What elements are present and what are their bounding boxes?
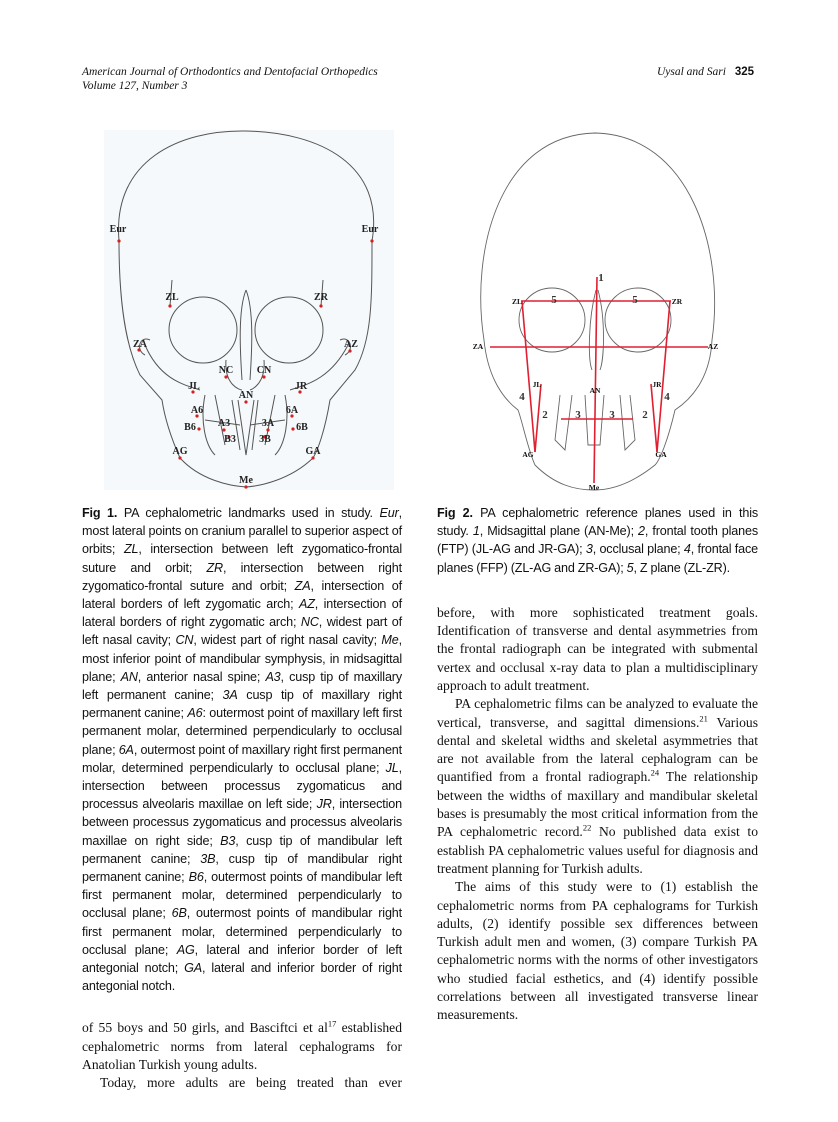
caption-term: 3B [200,851,216,866]
figure-2-reference-planes [468,125,733,495]
caption-definition: , frontal face planes (FFP) (ZL-AG and ZR-GA); [437,542,759,575]
caption-definition: , Midsagittal plane (AN-Me); [479,524,639,539]
landmark-label: GA [655,450,667,459]
caption-definition: , intersection between left zygomatico-frontal suture and orbit; [82,542,402,575]
right-column [437,504,758,1025]
caption-definition: , anterior nasal spine; [137,669,266,684]
plane-1-midsagittal [594,277,597,483]
landmark-label: ZA [472,342,484,351]
caption-term: ZA [294,578,311,593]
caption-definition: , widest part of right nasal cavity; [193,633,382,648]
caption-definition: : outermost point of maxillary left first permanent molar, determined perpendicularly to occlusal plane; [82,706,402,757]
caption-term: 1 [472,524,480,539]
landmark-label: 6B [296,422,308,433]
landmark-label: AG [522,450,534,459]
caption-definition: , lateral and inferior border of left antegonial notch; [82,942,402,976]
caption-term: JL [385,760,399,775]
plane-number-label: 2 [642,409,648,421]
landmark-label: Me [588,483,600,492]
text: Various dental and skeletal widths and skeletal asymmetries that are not available from the lateral cephalogram can be quantified from a frontal radiograph. [437,714,758,785]
caption-term: 3A [222,688,238,703]
caption-term: ZR [206,560,223,575]
landmark-label: GA [305,446,321,457]
caption-title: PA cephalometric landmarks used in study. [117,506,380,520]
caption-term: 3 [585,542,593,557]
journal-title: American Journal of Orthodontics and Dentofacial Orthopedics [82,66,378,78]
caption-definition: , lateral and inferior border of right antegonial notch. [82,961,402,994]
authors: Uysal and Sari [656,66,726,78]
left-column [82,504,402,1093]
caption-term: A3 [265,669,281,684]
page-number: 325 [734,66,754,78]
figure-1-skull-landmarks [100,125,410,495]
caption-definition: , outermost points of mandibular left first permanent molar, determined perpendicularly to occlusal plane; [82,870,402,921]
caption-term: Me [381,633,399,648]
left-column-body [82,1019,402,1092]
plane-number-label: 3 [575,409,581,421]
text: No published data exist to establish PA cephalometric values useful for diagnosis and treatment planning for Turkish adults. [437,824,758,876]
caption-definition: , frontal tooth planes (FTP) (JL-AG and JR-GA); [437,524,758,557]
citation: 22 [582,822,592,833]
landmark-label: JR [294,381,308,392]
plane-number-label: 2 [542,409,548,421]
landmark-point [117,239,120,242]
citation: 24 [650,767,660,778]
caption-term: B3 [220,833,236,848]
caption-term: JR [316,797,332,812]
plane-number-label: 1 [598,272,604,284]
plane-number-label: 5 [551,294,557,306]
landmark-label: NC [218,365,234,376]
caption-term: B6 [188,870,204,885]
caption-definition: , most lateral points on cranium parallel to superior aspect of orbits; [82,506,402,557]
caption-definition: , intersection between right zygomatico-frontal suture and orbit; [82,560,402,593]
figure-label: Fig 1. [82,506,118,520]
landmark-label: ZR [314,292,328,303]
plane-2-right-ftp [651,384,657,452]
landmark-label: ZL [511,297,523,306]
caption-term: CN [175,633,194,648]
plane-number-label: 5 [632,294,638,306]
landmark-label: JL [188,381,200,392]
landmark-label: AN [238,390,254,401]
text: established cephalometric norms from lateral cephalograms for Anatolian Turkish young adults. [82,1020,402,1073]
landmark-point [370,239,373,242]
citation: 17 [327,1018,337,1029]
figure-2-caption [437,504,758,577]
landmark-label: CN [256,365,272,376]
landmark-label: AZ [707,342,719,351]
caption-definition: , occlusal plane; [592,542,684,557]
landmark-label: A6 [190,405,204,416]
plane-4-right-ffp [657,301,670,452]
caption-term: NC [300,615,319,630]
caption-definition: , widest part of left nasal cavity; [82,615,402,648]
citation: 21 [699,713,708,724]
caption-definition: cusp tip of maxillary right permanent canine; [82,688,402,721]
figure-label: Fig 2. [437,506,473,520]
paragraph: The aims of this study were to (1) establish the cephalometric norms from PA cephalograms for Turkish adults, (2) identify possible sex differences between Turkish adult men and women, (3) compare Turkish PA cephalometric norms with the norms of other investigators who studied facial esthetics, and (4) identify possible correlations between all investigated transverse linear measurements. [437,879,758,1023]
caption-term: 6A [118,742,134,757]
caption-term: Eur [379,506,399,520]
landmark-label: JL [532,380,542,389]
plane-number-label: 4 [519,391,525,403]
plane-2-left-ftp [535,384,541,452]
landmark-label: B3 [224,434,236,445]
caption-definition: , outermost points of mandibular right first permanent molar, determined perpendicularly to occlusal plane; [82,906,403,957]
caption-term: 5 [626,560,634,575]
figure-1-caption [82,504,402,995]
landmark-point [197,427,200,430]
caption-definition: , cusp tip of maxillary left permanent canine; [82,669,402,703]
caption-definition: , intersection of lateral borders of left zygomatic arch; [82,578,402,612]
caption-definition: , cusp tip of mandibular right permanent canine; [82,851,402,885]
caption-term: A6 [187,706,203,721]
caption-term: 4 [683,542,691,557]
text: PA cephalometric films can be analyzed to evaluate the vertical, transverse, and sagittal dimensions. [437,696,758,730]
running-header-right [657,65,754,79]
caption-definition: , most inferior point of mandibular symphysis, in midsagittal plane; [82,633,402,684]
caption-definition: , intersection between processus zygomaticus and processus alveolaris maxillae on left side; [82,760,402,812]
landmark-label: Eur [109,224,127,235]
landmark-label: JR [652,380,662,389]
caption-definition: , cusp tip of mandibular left permanent canine; [82,833,403,866]
landmark-label: A3 [217,418,231,429]
landmark-label: AZ [344,339,358,350]
caption-term: 6B [171,906,187,921]
caption-term: 2 [638,524,645,539]
caption-term: AN [120,669,138,684]
paragraph [437,695,758,878]
plane-number-label: 4 [664,391,670,403]
running-header-left [82,65,378,93]
landmark-label: 3B [259,434,271,445]
landmark-label: ZA [133,339,147,350]
journal-volume: Volume 127, Number 3 [82,80,188,92]
landmark-label: Eur [361,224,379,235]
landmark-label: 3A [261,418,275,429]
caption-term: GA [184,961,202,976]
caption-term: AG [176,942,195,957]
caption-title: PA cephalometric reference planes used in this study. [437,506,758,539]
paragraph [82,1019,402,1074]
text: The relationship between the widths of maxillary and mandibular skeletal bases is presumably the most critical information from the PA cephalometric record. [437,769,758,840]
caption-term: ZL [123,542,139,557]
caption-definition: , intersection of lateral borders of right zygomatic arch; [82,597,402,630]
landmark-point [291,427,294,430]
landmark-label: AN [589,386,601,395]
landmark-point [319,304,322,307]
landmark-label: Me [239,475,253,486]
caption-definition: , outermost point of maxillary right first permanent molar, determined perpendicularly to occlusal plane; [82,742,402,775]
caption-term: AZ [299,597,315,612]
landmark-label: B6 [184,422,196,433]
caption-definition: , intersection between processus zygomaticus and processus alveolaris maxillae on right side; [82,797,403,848]
landmark-label: ZR [671,297,683,306]
paragraph: before, with more sophisticated treatment goals. Identification of transverse and dental asymmetries from the frontal radiograph can be integrated with submental vertex and occlusal x-ray data to plan a multidisciplinary approach to adult treatment. [437,604,758,693]
text: of 55 boys and 50 girls, and Basciftci et al [82,1020,328,1036]
landmark-point [168,304,171,307]
right-column-body [437,604,758,1025]
plane-number-label: 3 [609,409,615,421]
caption-definition: , Z plane (ZL-ZR). [633,560,730,575]
landmark-label: ZL [165,292,179,303]
paragraph: Today, more adults are being treated than ever [100,1075,402,1091]
landmark-label: 6A [285,405,299,416]
landmark-label: AG [172,446,188,457]
